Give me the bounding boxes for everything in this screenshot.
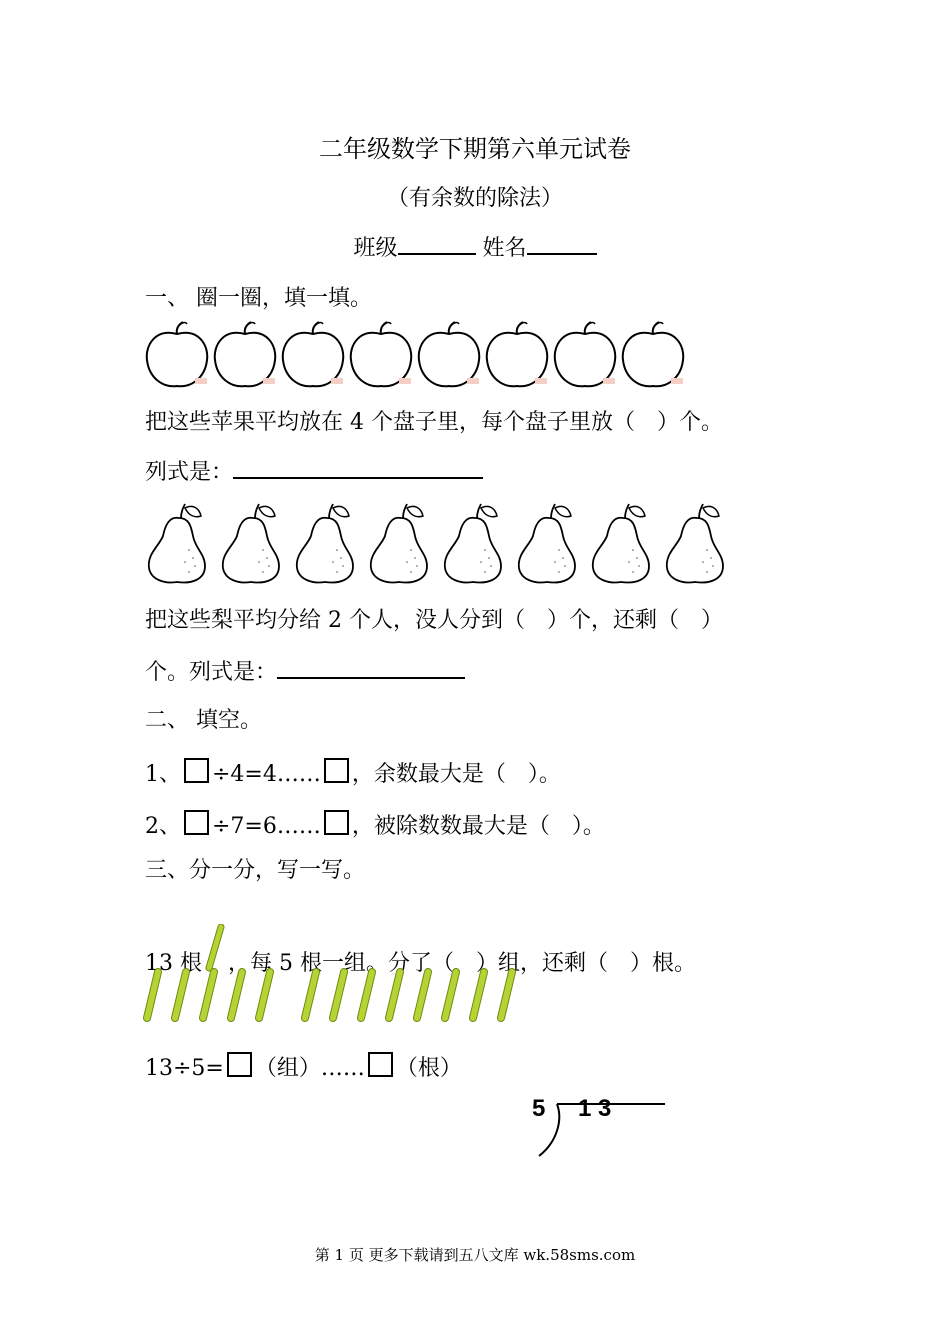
stick-icon [501,972,512,1018]
answer-box[interactable] [184,810,209,835]
item2-question: ，被除数数最大是（ ）。 [351,814,605,839]
apple-row [145,320,695,392]
pear-icon [297,504,353,582]
stick-icon [175,972,186,1018]
grouping-question: ，每 5 根一组。分了（ ）组，还剩（ ）根。 [228,951,696,976]
answer-box[interactable] [184,758,209,783]
pear-icon [223,504,279,582]
stick-icon [231,972,242,1018]
apple-icon [351,322,412,386]
remainder-box[interactable] [368,1052,393,1077]
pear-icon [445,504,501,582]
apple-icon [147,322,208,386]
stick-icon [361,972,372,1018]
stick-icon [305,972,316,1018]
section1-q1: 把这些苹果平均放在 4 个盘子里，每个盘子里放（ ）个。 [145,410,723,435]
section2-heading: 二、 填空。 [145,708,262,733]
formula-blank[interactable] [233,477,483,479]
page-footer: 第 1 页 更多下载请到五八文库 wk.58sms.com [314,1246,636,1264]
stick-icon [417,972,428,1018]
equation-group-unit: （组）…… [254,1056,365,1081]
divisor: 5 [532,1095,546,1122]
stick-icon [389,972,400,1018]
section2-item1 [145,758,561,790]
equation-root-unit: （根） [395,1056,462,1081]
section3-equation [145,1052,462,1084]
section1-q1-formula [145,458,483,488]
item2-number: 2、 [145,814,181,839]
class-label: 班级 [353,236,398,261]
q2-formula-label: 个。列式是： [145,660,278,685]
class-blank[interactable] [398,253,476,255]
stick-count-text: 13 根 [145,951,202,976]
stick-icon [445,972,456,1018]
section1-heading: 一、 圈一圈，填一填。 [145,286,372,311]
item2-expression: ÷7=6…… [212,814,321,839]
section2-item2 [145,810,605,842]
student-info [0,234,950,264]
division-bracket [535,1100,670,1160]
equation-prefix: 13÷5= [145,1056,224,1081]
apple-icon [555,322,616,386]
pear-icon [149,504,205,582]
stick-icon [333,972,344,1018]
apple-icon [283,322,344,386]
section1-q2-line2 [145,658,465,688]
q2-formula-blank[interactable] [277,677,465,679]
answer-box[interactable] [324,810,349,835]
pear-icon [371,504,427,582]
section1-q2-line1: 把这些梨平均分给 2 个人，没人分到（ ）个，还剩（ ） [145,608,723,633]
stick-icon [259,972,270,1018]
answer-box[interactable] [324,758,349,783]
item1-expression: ÷4=4…… [212,762,321,787]
page-subtitle: （有余数的除法） [386,186,563,211]
stick-icon [203,972,214,1018]
section3-heading: 三、分一分，写一写。 [145,858,366,883]
name-label: 姓名 [482,236,527,261]
apple-icon [487,322,548,386]
item1-question: ，余数最大是（ ）。 [351,762,561,787]
pear-icon [667,504,723,582]
stick-icon [473,972,484,1018]
sticks-row [140,968,530,1024]
stick-icon [147,972,158,1018]
pear-row [145,500,735,586]
pear-icon [519,504,575,582]
apple-icon [215,322,276,386]
name-blank[interactable] [527,253,597,255]
pear-icon [593,504,649,582]
groups-box[interactable] [227,1052,252,1077]
formula-label: 列式是： [145,460,234,485]
apple-icon [419,322,480,386]
item1-number: 1、 [145,762,181,787]
apple-icon [623,322,684,386]
page-title: 二年级数学下期第六单元试卷 [319,135,631,163]
dividend: 1 3 [578,1095,612,1122]
